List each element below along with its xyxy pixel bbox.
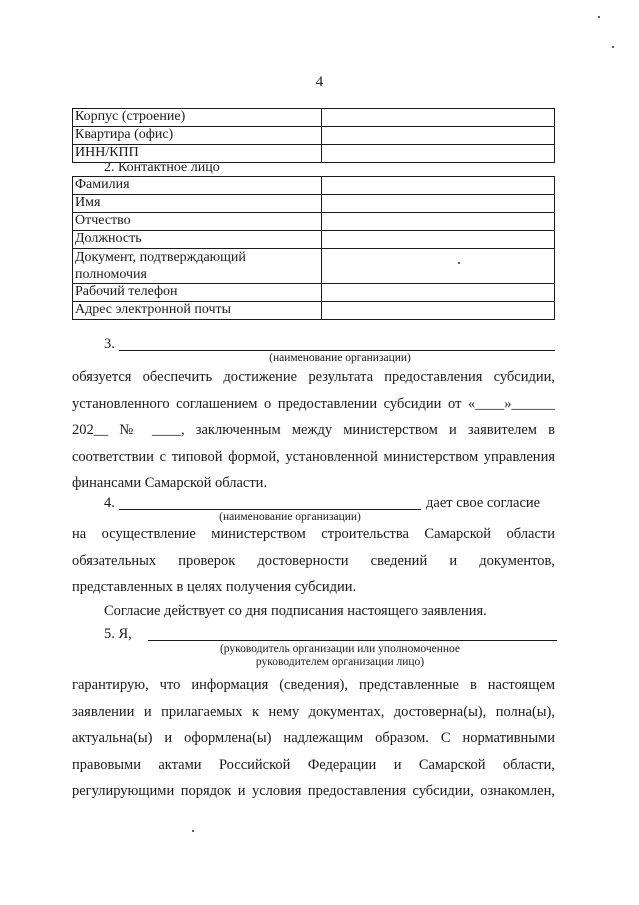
table-row-value bbox=[322, 302, 555, 320]
table-row-value bbox=[322, 177, 555, 195]
item-4-number: 4. bbox=[104, 495, 115, 511]
item-4-caption: (наименование организации) bbox=[219, 511, 361, 523]
text-line: 202__ № ____, заключенным между министерством и заявителем в bbox=[72, 422, 555, 438]
section-heading-contact: 2. Контактное лицо bbox=[104, 160, 220, 175]
table-row-value bbox=[322, 109, 555, 127]
text-line: обязуется обеспечить достижение результата предоставления субсидии, bbox=[72, 369, 555, 385]
item-3-org-line bbox=[119, 350, 555, 351]
text-line: соответствии с типовой формой, установленной министерством управления bbox=[72, 448, 555, 465]
item-4-org-line bbox=[119, 509, 421, 510]
table-row-label: ИНН/КПП bbox=[73, 145, 322, 163]
table-row-value bbox=[322, 145, 555, 163]
item-4-text bbox=[72, 521, 555, 601]
text-line: актуальна(ы) и оформлена(ы) надлежащим образом. С нормативными bbox=[72, 730, 555, 746]
table-row-value bbox=[322, 195, 555, 213]
table-row-value bbox=[322, 231, 555, 249]
text-line: установленного соглашением о предоставлении субсидии от «____»______ bbox=[72, 395, 555, 412]
item-5-caption-1: (руководитель организации или уполномоченное bbox=[219, 643, 461, 655]
item-5-caption-2: руководителем организации лицо) bbox=[255, 656, 425, 668]
scan-speck bbox=[598, 16, 600, 18]
table-row-label: Имя bbox=[73, 195, 322, 213]
address-table bbox=[72, 108, 555, 163]
table-row-value bbox=[322, 127, 555, 145]
table-row-label: Отчество bbox=[73, 213, 322, 231]
item-5-signer-line bbox=[148, 640, 557, 641]
table-row-value bbox=[322, 213, 555, 231]
text-line: правовыми актами Российской Федерации и Самарской области, bbox=[72, 756, 555, 773]
item-3-caption: (наименование организации) bbox=[269, 352, 411, 364]
table-row-label: Фамилия bbox=[73, 177, 322, 195]
table-row-label: Квартира (офис) bbox=[73, 127, 322, 145]
table-row-value bbox=[322, 284, 555, 302]
text-line: обязательных проверок достоверности сведений и документов, bbox=[72, 552, 555, 569]
page-number: 4 bbox=[315, 74, 324, 90]
item-3-number: 3. bbox=[104, 336, 115, 352]
text-line: на осуществление министерством строительства Самарской области bbox=[72, 526, 555, 542]
text-line: финансами Самарской области. bbox=[72, 475, 268, 491]
item-4-suffix: дает свое согласие bbox=[426, 495, 541, 511]
scan-speck bbox=[192, 830, 194, 832]
item-5-number: 5. Я, bbox=[104, 626, 132, 642]
table-row-label: Документ, подтверждающий полномочия bbox=[73, 249, 322, 284]
text-line: представленных в целях получения субсидии. bbox=[72, 579, 357, 595]
consent-text: Согласие действует со дня подписания настоящего заявления. bbox=[104, 603, 487, 619]
table-row-label: Корпус (строение) bbox=[73, 109, 322, 127]
text-line: регулирующими порядок и условия предоставления субсидии, ознакомлен, bbox=[72, 783, 555, 799]
item-3-text bbox=[72, 364, 555, 497]
text-line: гарантирую, что информация (сведения), представленные в настоящем bbox=[72, 677, 555, 693]
table-row-label: Должность bbox=[73, 231, 322, 249]
item-5-text bbox=[72, 672, 555, 805]
table-row-label: Рабочий телефон bbox=[73, 284, 322, 302]
scan-speck bbox=[458, 262, 460, 264]
table-row-value bbox=[322, 249, 555, 284]
scan-speck bbox=[612, 46, 614, 48]
table-row-label: Адрес электронной почты bbox=[73, 302, 322, 320]
text-line: заявлении и прилагаемых к нему документах, достоверна(ы), полна(ы), bbox=[72, 703, 555, 720]
contact-table bbox=[72, 176, 555, 320]
